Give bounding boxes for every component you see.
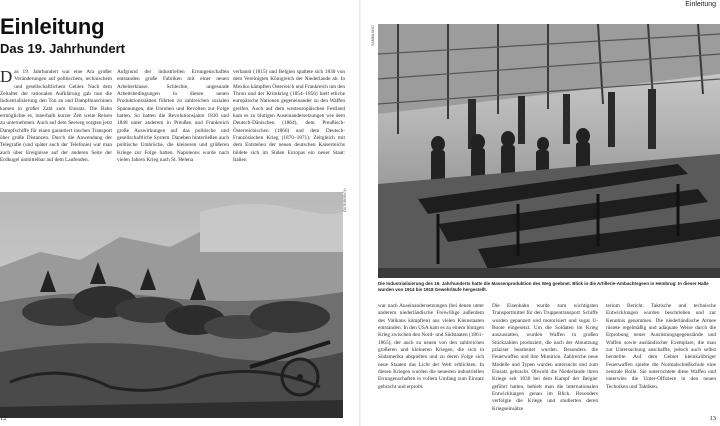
right-image-caption: Die Industrialisierung des 19. Jahrhunderts hatte die Massenproduktion des Weg geebnet. Blick in die Artillerie-Ambachtsgeen in Hembrug: In dieser Halle wurden von 1914 bis 1918 Gewehrläufe hergestellt. [378, 281, 709, 292]
left-text-column-3: verbannt (1815) und Belgien spaltete sich 1830 von dem Vereinigten Königreich der Niederlande ab. In Mexiko kämpften Österreich und Frankreich um den Thron und der Krimkrieg (1854–1856) hielt etliche europäische Nationen gegeneinander zu den Waffen greifen. Auch auf dem westeuropäischen Festland kam es zu blutigen Auseinandersetzungen wie dem Deutsch-Dänischen (1864), dem Preußisch-Österreichischen (1866) und dem Deutsch-Französischen Krieg (1870–1871). Zeitgleich mit dem Entstehen der neuen deutschen Kaiserreichs bildete sich im Süden Europas ein neuer Staat: Italien [233, 69, 345, 164]
page-gutter [359, 0, 361, 426]
section-heading: Das 19. Jahrhundert [0, 41, 125, 56]
chapter-title: Einleitung [0, 14, 105, 39]
right-text-column-2: Die Eisenbahn wurde zum wichtigsten Transportmittel für den Truppentransport. Schiffe wurden gepanzert und motorisiert und sogar U-Boote eingesetzt. Um die Soldaten im Krieg auszustatten, wurden Waffen in großen Stückzahlen produziert, die nach der Abnutzung präziser bearbeitet wurden. Besonders die Feuerwaffen und ihre Munition. Zahlreiche neue Modelle und Typen wurden untersucht und zum Einsatz gebracht. Obwohl die Niederlande ihren Kriege seit 1830 bei dem Kampf der Belgier geführt hatten, behielt man die internationalen Entwicklungen genau im Blick. Besonders verfolgte die Kriege und studierten deren Kriegseinsätze [492, 303, 598, 412]
factory-hall-photograph [378, 24, 720, 278]
left-text-column-1 [0, 69, 112, 189]
right-text-column-1: war nach Auseinandersetzungen (bei denen unter anderem niederländische Freiwillige außerdem des Vatikans kämpften) aus vielen Kleinstaaten entstanden. In den USA kam es zu einem blutigen Krieg zwischen den Nord- und Südstaaten (1861–1865), der auch zu neuen von den zahlreichen großeren und kleineren Kriegen, die sich in Südamerika abspielten und zu deren Folge sich neue Staaten das Licht der Welt erblickten. In diesen Kriegen wurden die neuesten industriellen Errungenschaften in vollem Umfang zum Einsatz gebracht und erprobt. [378, 303, 484, 390]
running-head: Einleitung [685, 1, 716, 8]
page-number-right: 13 [709, 415, 716, 422]
right-text-column-3: terium Bericht. Taktische und technische Entwicklungen wurden beschrieben und zur Kenntnis genommen. Die niederländische Armee rüstete regelmäßig und adäquate Weise durch die Erprobung neuer Ausrüstungsgegenstände und Waffen sowie ausländischer Exemplare, die man zur Untersuchung anschaffte, jedoch auch selbst herstellte. Auf dem Gebiet kleinkalibriger Feuerwaffen spielte die Normalschießschule eine zentrale Rolle. Sie unterrichtete diese Waffen und unterwies die Unter-Offiziere in den neuen Techniken und Taktiken. [606, 303, 716, 390]
drop-cap: D [0, 69, 13, 86]
battle-engraving-image [0, 192, 343, 418]
page-number-left: 12 [0, 415, 7, 422]
left-text-column-2: Aufgrund der industriellen Errungenschaften entstanden große Fabriken mit einer neuen Arbeiterklasse. Schlechte, ungesunde Arbeitsbedingungen in diesen neuen Produktionsstätten führten zu zahlreichen sozialen Spannungen, die Unruhen und Revolten zur Folge hatten. So hatten die Revolutionsjahre 1830 und 1848 unter anderem in Preußen und Frankreich große Auswirkungen auf das politische und gesellschaftliche System. Daneben hinterließen auch politische Umbrüche, die kleineren und größeren Kriege zur Folge hatten. Napoleons wurde nach vielen Jahren Krieg nach St. Helena [117, 69, 229, 164]
battle-engraving-illustration [0, 192, 343, 418]
left-image-credit: ÖSTERREICH [343, 188, 347, 212]
left-text-column-1-body: as 19. Jahrhundert war eine Ära großer Veränderungen auf politischem, technischem und gesellschaftlichem Gebiet. Nach dem Zeitalter der rationalen Aufklärung gab nun die Industrialisierung den Ton an und Dampfmaschinen kamen in großer Zahl zum Einsatz. Die Bahn ermöglichte es, innerhalb kurzer Zeit weite Reisen zu unternehmen. Auch auf dem Seeweg sorgten jetzt Dampfschiffe für einen garantiert raschen Transport über große Distanzen. Durch die Anwendung der Telegrafie (und später auch der Telefonie) war man auch über Ereignisse auf der anderen Seite der Erdkugel unmittelbar auf dem Laufenden. [0, 69, 112, 164]
factory-hall-photo [378, 24, 720, 278]
right-image-credit: SAMMLUNG [371, 25, 375, 46]
